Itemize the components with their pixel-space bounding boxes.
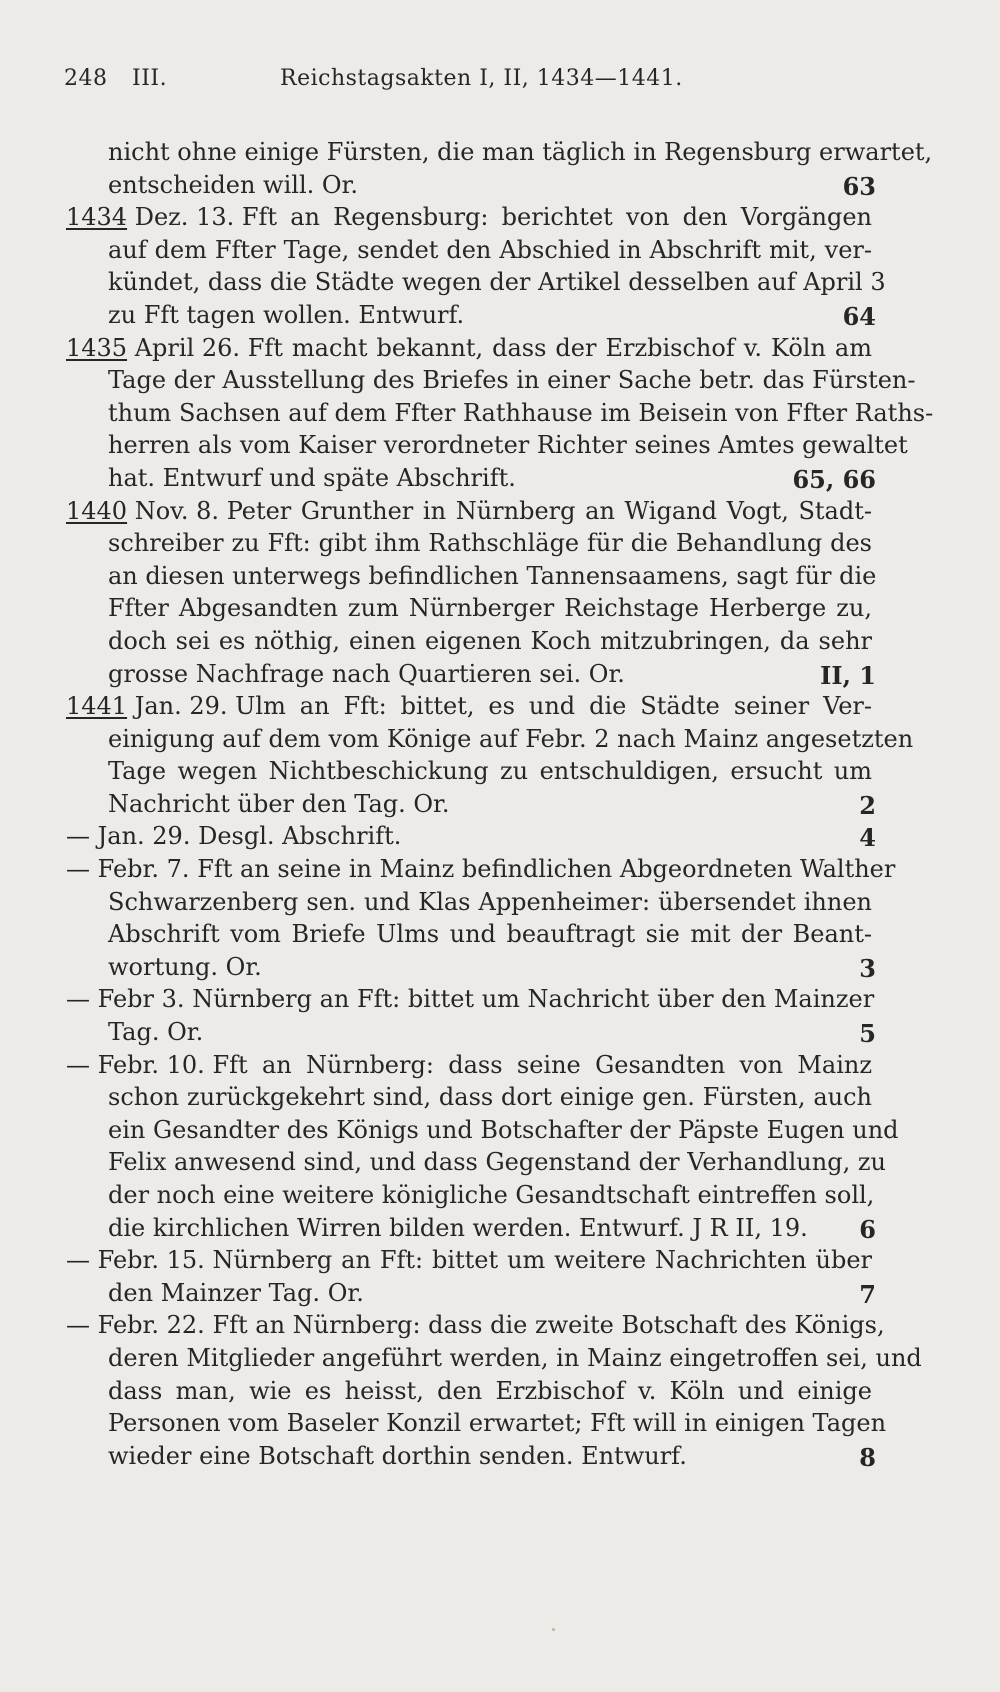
entry-number: II, 1 — [820, 660, 876, 690]
entry-line — [60, 1244, 876, 1277]
entry-line — [60, 1440, 876, 1473]
entry-year: — — [66, 822, 90, 851]
entry-year: — — [66, 1246, 90, 1275]
regest-entry — [60, 1309, 922, 1472]
entry-date: Febr. 7. — [97, 855, 190, 884]
entry-number: 4 — [859, 823, 876, 853]
entry-line — [60, 1146, 886, 1179]
entry-text: Ffter Abgesandten zum Nürnberger Reichstage Herberge zu, — [108, 594, 872, 623]
entry-year: 1440 — [66, 496, 128, 525]
entry-text: Felix anwesend sind, und dass Gegenstand der Verhandlung, zu — [108, 1148, 886, 1177]
page-number: 248 — [64, 66, 108, 91]
entry-line — [60, 1375, 876, 1408]
entry-text: Nürnberg an Fft: bittet um weitere Nachrichten über — [212, 1246, 872, 1275]
entry-year: 1434 — [66, 203, 128, 232]
entry-text: Tag. Or. — [108, 1018, 204, 1047]
entry-text: Desgl. Abschrift. — [198, 822, 402, 851]
entry-number: 3 — [859, 953, 876, 983]
entry-number: 63 — [842, 171, 876, 201]
entry-line — [60, 462, 876, 495]
entry-text: ein Gesandter des Königs und Botschafter der Päpste Eugen und — [108, 1115, 899, 1144]
entry-date: Dez. 13. — [134, 203, 235, 232]
entry-text: Fft an Nürnberg: dass die zweite Botschaft des Königs, — [212, 1311, 885, 1340]
entry-number: 8 — [859, 1442, 876, 1472]
entry-number: 2 — [859, 790, 876, 820]
entry-number: 6 — [859, 1214, 876, 1244]
entry-line — [60, 397, 934, 430]
regest-entry — [60, 983, 876, 1048]
entry-number: 65, 66 — [792, 464, 876, 494]
entry-line — [60, 299, 876, 332]
entry-line — [60, 723, 914, 756]
entry-line — [60, 983, 876, 1016]
regest-entry — [60, 820, 876, 853]
running-header — [64, 66, 894, 96]
entry-line — [60, 1179, 876, 1212]
entry-text: Fft an Nürnberg: dass seine Gesandten von Mainz — [212, 1050, 872, 1079]
entry-text: deren Mitglieder angeführt werden, in Mainz eingetroffen sei, und — [108, 1343, 922, 1372]
entry-text: thum Sachsen auf dem Ffter Rathhause im Beisein von Ffter Raths- — [108, 398, 934, 427]
entry-text: wieder eine Botschaft dorthin senden. Entwurf. — [108, 1441, 687, 1470]
running-title: Reichstagsakten I, II, 1434—1441. — [280, 66, 683, 91]
entry-text: die kirchlichen Wirren bilden werden. Entwurf. J R II, 19. — [108, 1213, 808, 1242]
entry-text: doch sei es nöthig, einen eigenen Koch mitzubringen, da sehr — [108, 626, 872, 655]
entry-line — [60, 658, 876, 691]
entry-year: 1435 — [66, 333, 128, 362]
regest-entry — [60, 853, 896, 983]
entry-year: 1441 — [66, 692, 128, 721]
regest-entry — [60, 201, 886, 331]
entry-line — [60, 625, 876, 658]
entry-number: 5 — [859, 1019, 876, 1049]
entry-text: zu Fft tagen wollen. Entwurf. — [108, 300, 465, 329]
entry-date: Febr. 15. — [97, 1246, 205, 1275]
entry-text: Schwarzenberg sen. und Klas Appenheimer: übersendet ihnen — [108, 887, 872, 916]
entry-year: — — [66, 985, 90, 1014]
entry-line — [60, 1081, 876, 1114]
entry-text: Personen vom Baseler Konzil erwartet; Fft will in einigen Tagen — [108, 1409, 887, 1438]
entry-number: 7 — [859, 1279, 876, 1309]
regest-entry — [60, 136, 933, 201]
entry-text: Fft an seine in Mainz befindlichen Abgeordneten Walther — [197, 855, 896, 884]
entry-line — [60, 951, 876, 984]
entry-text: Nachricht über den Tag. Or. — [108, 789, 450, 818]
entry-text: entscheiden will. Or. — [108, 170, 359, 199]
entry-line — [60, 201, 876, 234]
entry-line — [60, 788, 876, 821]
entry-line — [60, 1309, 885, 1342]
entry-text: Tage der Ausstellung des Briefes in einer Sache betr. das Fürsten- — [108, 366, 916, 395]
entry-line — [60, 1114, 899, 1147]
entry-line — [60, 592, 876, 625]
entry-line — [60, 690, 876, 723]
entry-text: dass man, wie es heisst, den Erzbischof v. Köln und einige — [108, 1376, 872, 1405]
entry-text: Ulm an Fft: bittet, es und die Städte seiner Ver- — [235, 692, 872, 721]
entry-text: an diesen unterwegs befindlichen Tannensaamens, sagt für die — [108, 561, 877, 590]
section-number: III. — [132, 66, 168, 91]
entry-text: wortung. Or. — [108, 952, 262, 981]
entry-text: der noch eine weitere königliche Gesandtschaft eintreffen soll, — [108, 1181, 875, 1209]
entry-line — [60, 1049, 876, 1082]
entry-line — [60, 1016, 876, 1049]
entry-line — [60, 429, 908, 462]
entry-text: Nürnberg an Fft: bittet um Nachricht über den Mainzer — [192, 985, 875, 1014]
entry-line — [60, 560, 876, 593]
entry-line — [60, 1277, 876, 1310]
entry-line — [60, 755, 876, 788]
paper-speck — [552, 1628, 555, 1631]
entry-year: — — [66, 855, 90, 884]
entry-date: Febr 3. — [97, 985, 185, 1014]
entry-text: herren als vom Kaiser verordneter Richter seines Amtes gewaltet — [108, 431, 908, 460]
entry-date: April 26. — [134, 333, 241, 362]
entry-year: — — [66, 1311, 90, 1340]
entry-line — [60, 364, 916, 397]
regest-entry — [60, 690, 914, 820]
entry-text: grosse Nachfrage nach Quartieren sei. Or. — [108, 659, 625, 688]
entry-text: Peter Grunther in Nürnberg an Wigand Vogt, Stadt- — [226, 496, 872, 525]
entry-text: Abschrift vom Briefe Ulms und beauftragt sie mit der Beant- — [108, 920, 872, 949]
regest-entry — [60, 1244, 876, 1309]
entry-line — [60, 1407, 887, 1440]
entry-text: kündet, dass die Städte wegen der Artikel desselben auf April 3 — [108, 268, 886, 297]
entry-text: den Mainzer Tag. Or. — [108, 1278, 364, 1307]
entry-text: Fft an Regensburg: berichtet von den Vorgängen — [241, 203, 872, 232]
entry-line — [60, 527, 876, 560]
entry-date: Febr. 22. — [97, 1311, 205, 1340]
entry-line — [60, 1342, 922, 1375]
entry-text: nicht ohne einige Fürsten, die man täglich in Regensburg erwartet, — [108, 138, 933, 166]
entry-text: einigung auf dem vom Könige auf Febr. 2 nach Mainz angesetzten — [108, 724, 914, 753]
entry-date: Jan. 29. — [97, 822, 191, 851]
regest-entry — [60, 495, 876, 691]
entry-text: hat. Entwurf und späte Abschrift. — [108, 463, 516, 492]
entry-date: Nov. 8. — [134, 496, 220, 525]
entry-line — [60, 918, 876, 951]
entry-line — [60, 886, 876, 919]
entry-line — [60, 234, 876, 267]
entry-list — [60, 136, 934, 1472]
entry-line — [60, 853, 896, 886]
entry-line — [60, 495, 876, 528]
entry-text: schon zurückgekehrt sind, dass dort einige gen. Fürsten, auch — [108, 1083, 872, 1112]
entry-line — [60, 169, 876, 202]
entry-line — [60, 332, 876, 365]
entry-text: schreiber zu Fft: gibt ihm Rathschläge für die Behandlung des — [108, 529, 872, 558]
entry-text: Fft macht bekannt, dass der Erzbischof v. Köln am — [247, 333, 872, 362]
entry-year: — — [66, 1050, 90, 1079]
entry-number: 64 — [842, 301, 876, 331]
entry-line — [60, 820, 876, 853]
regest-entry — [60, 1049, 899, 1245]
entry-line — [60, 266, 886, 299]
entry-line — [60, 1212, 876, 1245]
entry-date: Jan. 29. — [134, 692, 228, 721]
regest-entry — [60, 332, 934, 495]
entry-date: Febr. 10. — [97, 1050, 205, 1079]
entry-text: auf dem Ffter Tage, sendet den Abschied in Abschrift mit, ver- — [108, 235, 872, 264]
entry-text: Tage wegen Nichtbeschickung zu entschuldigen, ersucht um — [108, 757, 872, 786]
entry-line — [60, 136, 933, 169]
